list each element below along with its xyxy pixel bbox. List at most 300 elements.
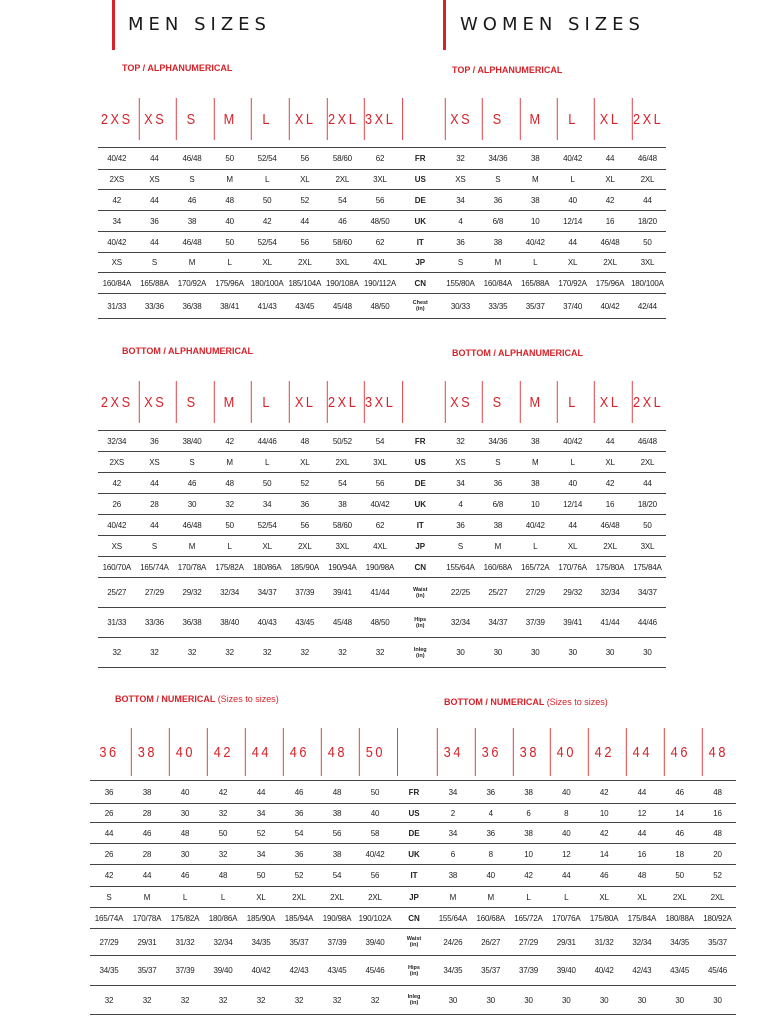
bottom_alpha-women-cell: 29/32 [563, 588, 583, 597]
bottom_num-men-cell: 30 [180, 808, 190, 818]
bottom_num-row-label: JP [409, 892, 419, 902]
bottom_num-women-cell: 46 [675, 828, 684, 838]
bottom_alpha-men-cell: 33/36 [144, 618, 164, 627]
top-men-header-cell: 2XS [100, 110, 133, 128]
bottom_num-women-cell: 48 [637, 871, 647, 880]
top-women-cell: L [533, 258, 538, 267]
bottom_alpha-men-cell: L [265, 457, 270, 467]
bottom_alpha-men-cell: 40/42 [107, 520, 127, 530]
top-women-cell: 34/36 [488, 154, 508, 163]
top-men-cell: 190/108A [326, 278, 359, 288]
bottom_alpha-men-cell: 32 [300, 648, 310, 657]
top-women-header-cell: XL [594, 98, 626, 140]
bottom_num-women-cell: 27/29 [518, 937, 538, 947]
bottom_num-men-cell: 34/35 [251, 937, 271, 947]
women-bottom-num-label [444, 697, 608, 707]
top-women-cell: 32 [456, 154, 465, 163]
bottom_alpha-men-cell: 46 [187, 478, 197, 488]
bottom_num-men-cell: 40 [370, 808, 380, 818]
bottom_num-women-header-cell: 38 [512, 728, 544, 776]
bottom_alpha-women-cell: 38 [493, 520, 503, 530]
top-men-cell: 180/100A [250, 278, 284, 288]
bottom_alpha-row-label: UK [414, 499, 427, 509]
bottom_num-men-cell: 175/82A [170, 913, 200, 923]
bottom_num-women-cell: 36 [486, 787, 495, 797]
bottom_num-men-cell: S [106, 892, 112, 902]
bottom_alpha-men-cell: 43/45 [295, 618, 315, 627]
top-men-cell: 44 [300, 216, 310, 226]
top-men-header-cell: M [214, 98, 246, 140]
top-men-cell: 52/54 [257, 237, 277, 247]
bottom_num-men-cell: 34 [256, 808, 266, 818]
top-women-cell: 38 [493, 237, 503, 247]
women-bottom-num-title: BOTTOM / NUMERICAL [444, 697, 545, 707]
bottom_alpha-men-cell: 39/41 [332, 588, 352, 597]
bottom_alpha-row-label: IT [416, 520, 424, 530]
bottom_num-men-cell: 40/42 [365, 849, 385, 859]
bottom_num-men-cell: 38 [332, 849, 342, 859]
top-men-cell: 46 [338, 216, 347, 226]
bottom_num-women-cell: 160/68A [476, 913, 505, 923]
bottom_num-men-cell: 42/43 [289, 966, 309, 975]
top-men-cell: 46/48 [182, 237, 202, 247]
bottom_alpha-men-cell: 50 [262, 478, 272, 488]
bottom_num-men-cell: 2XL [368, 892, 382, 902]
top-men-cell: 43/45 [295, 301, 315, 311]
top-men-cell: 50 [225, 237, 234, 247]
table-row [90, 844, 736, 865]
top-men-cell: 40 [225, 216, 234, 226]
top-men-cell: 41/43 [257, 301, 277, 311]
bottom_alpha-women-cell: 175/84A [633, 562, 662, 572]
bottom_alpha-women-cell: 40/42 [525, 520, 545, 530]
bottom_alpha-men-cell: 185/90A [290, 562, 319, 572]
bottom_alpha-women-cell: 38 [530, 436, 540, 446]
bottom_alpha-row-label: Waist (in) [413, 586, 428, 599]
top-women-header-cell: L [557, 98, 589, 140]
bottom_alpha-men-cell: 32 [225, 499, 234, 509]
table-row [98, 190, 666, 211]
bottom_num-men-cell: 37/39 [327, 937, 347, 947]
bottom_num-men-cell: 44 [256, 787, 266, 797]
bottom_alpha-men-cell: 44 [150, 478, 159, 488]
bottom_alpha-men-cell: 32 [187, 648, 197, 657]
top-women-cell: M [494, 258, 502, 267]
bottom_num-women-cell: M [487, 892, 494, 902]
top-men-cell: 58/60 [332, 237, 352, 247]
top-men-cell: 190/112A [363, 278, 396, 288]
bottom_alpha-men-cell: 45/48 [332, 618, 352, 627]
bottom_alpha-men-cell: 32 [375, 648, 385, 657]
bottom_alpha-men-cell: 41/44 [370, 588, 390, 597]
bottom_num-men-cell: 38 [332, 808, 342, 818]
bottom_num-men-cell: 45/46 [365, 966, 385, 975]
bottom_num-row-label: Inleg (in) [407, 994, 421, 1006]
bottom_num-women-cell: 175/84A [627, 913, 657, 923]
table-row [90, 865, 736, 887]
bottom_num-women-cell: 31/32 [594, 937, 614, 947]
table-row [90, 956, 736, 986]
bottom_num-women-cell: 175/80A [589, 913, 619, 923]
bottom_alpha-women-header-cell: L [557, 381, 589, 423]
table-row [98, 557, 666, 578]
top-men-cell: XS [149, 175, 160, 184]
bottom_num-women-cell: 43/45 [670, 966, 690, 975]
top-women-cell: 44 [643, 195, 652, 205]
bottom_num-women-cell: 48 [713, 828, 722, 838]
bottom_alpha-men-cell: 56 [300, 520, 310, 530]
bottom_num-men-header-cell: 50 [359, 728, 391, 776]
bottom_num-men-cell: 39/40 [365, 937, 385, 947]
bottom_num-women-cell: 16 [637, 849, 647, 859]
bottom_alpha-men-cell: XS [149, 457, 160, 467]
bottom_num-men-cell: 32 [294, 995, 304, 1005]
bottom_alpha-men-cell: 175/82A [215, 562, 244, 572]
bottom_num-men-cell: 38 [142, 787, 152, 797]
bottom_alpha-men-header-cell: 3XL [364, 381, 396, 423]
bottom_num-men-cell: 44 [142, 871, 152, 880]
bottom_alpha-women-cell: 30 [605, 648, 615, 657]
top-label-header-cell [402, 98, 439, 140]
table-row [98, 515, 666, 536]
top-women-cell: 6/8 [492, 216, 504, 226]
bottom_num-women-cell: 30 [599, 995, 609, 1005]
bottom_alpha-men-cell: 32 [338, 648, 347, 657]
bottom_alpha-women-cell: 16 [605, 499, 615, 509]
top-men-cell: 4XL [373, 258, 387, 267]
bottom_num-women-cell: 36 [486, 828, 495, 838]
bottom_alpha-women-cell: 10 [530, 499, 540, 509]
women-title: WOMEN SIZES [460, 14, 645, 35]
bottom_num-men-cell: 50 [218, 828, 228, 838]
bottom_num-men-header-cell: 40 [169, 728, 201, 776]
bottom_alpha-women-cell: M [531, 457, 539, 467]
bottom_alpha-women-cell: 4 [458, 499, 463, 509]
bottom_num-women-cell: L [564, 892, 569, 902]
bottom_alpha-women-cell: 38 [530, 478, 540, 488]
top-men-cell: L [227, 258, 232, 267]
bottom_num-men-cell: 48 [180, 828, 190, 838]
bottom_num-women-cell: 2 [450, 808, 456, 818]
bottom_num-women-header-cell: 44 [626, 728, 658, 776]
table-row [98, 494, 666, 515]
bottom_num-women-cell: 26/27 [481, 937, 501, 947]
bottom_num-men-cell: 190/98A [322, 913, 352, 923]
bottom_alpha-men-cell: 2XL [335, 457, 350, 467]
bottom_num-men-cell: 43/45 [327, 966, 347, 975]
bottom_alpha-women-cell: S [457, 541, 464, 551]
bottom_num-women-cell: 32/34 [632, 937, 652, 947]
top-men-header-cell: 2XL [326, 98, 358, 140]
bottom_num-women-cell: 8 [564, 808, 569, 818]
bottom_alpha-men-cell: XL [262, 541, 272, 551]
top-rows [98, 147, 666, 319]
bottom_num-women-cell: 4 [488, 808, 493, 818]
bottom_alpha-women-cell: 50 [643, 520, 652, 530]
top-row-label: Chest (in) [412, 300, 428, 312]
bottom_num-row-label: US [408, 808, 420, 818]
bottom_alpha-women-cell: 44 [568, 520, 577, 530]
bottom_num-women-cell: 30 [713, 995, 722, 1005]
bottom_alpha-men-cell: 44/46 [257, 436, 277, 446]
bottom_alpha-women-cell: 155/64A [446, 562, 475, 572]
top-women-header-cell: XS [445, 98, 477, 140]
bottom_num-women-cell: 6 [450, 849, 456, 859]
bottom_num-men-header-cell: 38 [131, 728, 163, 776]
top-men-cell: 36/38 [182, 301, 202, 311]
table-row [98, 148, 666, 170]
bottom_num-row-label: UK [408, 849, 420, 859]
bottom_alpha-women-cell: 44 [643, 478, 652, 488]
top-men-cell: 52/54 [257, 154, 277, 163]
bottom_alpha-men-cell: 34/37 [257, 588, 277, 597]
top-women-cell: 155/80A [446, 278, 475, 288]
bottom_alpha-row-label: US [414, 457, 426, 467]
bottom_alpha-men-cell: 48 [225, 478, 234, 488]
bottom_alpha-men-cell: 42 [225, 436, 234, 446]
bottom_alpha-men-cell: 40/42 [370, 499, 390, 509]
top-men-cell: 40/42 [107, 154, 127, 163]
bottom_num-women-cell: 30 [486, 995, 495, 1005]
bottom_alpha-men-cell: 40/43 [257, 618, 277, 627]
bottom_alpha-men-cell: 52/54 [257, 520, 277, 530]
bottom_num-men-cell: 35/37 [289, 937, 309, 947]
bottom_alpha-men-cell: 4XL [373, 541, 387, 551]
bottom_alpha-women-cell: 34/37 [637, 588, 657, 597]
bottom_num-women-cell: 18 [675, 849, 684, 859]
bottom_num-men-cell: 32 [180, 995, 190, 1005]
top-women-cell: 2XL [603, 258, 617, 267]
bottom_num-men-cell: 34 [256, 849, 266, 859]
bottom_num-women-cell: 37/39 [518, 966, 538, 975]
bottom_alpha-row-label: Hips (in) [414, 616, 427, 629]
bottom_num-men-cell: 185/90A [246, 913, 276, 923]
bottom_num-women-cell: 180/92A [703, 913, 732, 923]
bottom_alpha-header-row [98, 381, 666, 423]
top-men-cell: 44 [150, 154, 159, 163]
bottom_alpha-men-cell: 50/52 [332, 436, 352, 446]
bottom_alpha-women-header-cell: M [519, 381, 551, 423]
bottom_num-women-cell: 52 [713, 871, 722, 880]
bottom_alpha-men-cell: 31/33 [107, 618, 127, 627]
bottom_num-women-cell: 42 [599, 787, 609, 797]
bottom_num-women-header-cell: 46 [664, 728, 696, 776]
top-men-cell: 44 [150, 195, 159, 205]
bottom_num-women-cell: 40 [562, 828, 571, 838]
bottom_alpha-women-cell: 39/41 [563, 618, 583, 627]
bottom_alpha-men-cell: 44 [150, 520, 159, 530]
bottom_alpha-women-cell: 160/68A [483, 562, 513, 572]
bottom_num-men-cell: 54 [332, 871, 342, 880]
bottom_num-women-cell: 38 [524, 787, 533, 797]
bottom_num-women-cell: 40 [562, 787, 571, 797]
top-women-cell: 170/92A [558, 278, 587, 288]
bottom_alpha-men-cell: S [189, 457, 195, 467]
women-title-bar [443, 0, 446, 50]
bottom_alpha-women-cell: 2XL [603, 541, 617, 551]
women-top-label: TOP / ALPHANUMERICAL [452, 65, 563, 75]
bottom_num-men-cell: 32 [104, 995, 114, 1005]
top-men-cell: 170/92A [177, 278, 207, 288]
bottom_num-women-header-cell: 40 [550, 728, 582, 776]
bottom_num-men-cell: 30 [180, 849, 190, 859]
top-men-cell: 3XL [373, 175, 387, 184]
bottom_num-men-header-cell: 46 [283, 728, 315, 776]
top-women-cell: M [531, 175, 539, 184]
bottom_alpha-men-cell: 36 [300, 499, 310, 509]
top-women-cell: 12/14 [563, 216, 583, 226]
top-row-label: IT [416, 237, 424, 247]
top-men-cell: 42 [112, 195, 122, 205]
bottom_num-women-cell: 30 [524, 995, 533, 1005]
top-women-header-cell: S [482, 98, 514, 140]
bottom_num-women-cell: 38 [448, 871, 458, 880]
table-row [90, 986, 736, 1015]
bottom_alpha-women-cell: 42 [605, 478, 615, 488]
bottom_num-women-cell: 30 [637, 995, 647, 1005]
bottom_alpha-women-cell: M [494, 541, 502, 551]
bottom_alpha-women-cell: L [533, 541, 538, 551]
bottom_num-women-header-cell: 48 [701, 728, 733, 776]
bottom_alpha-women-cell: 46/48 [637, 436, 657, 446]
bottom_num-men-header-cell: 44 [245, 728, 277, 776]
top-men-cell: 46/48 [182, 154, 202, 163]
men-bottom-num-title: BOTTOM / NUMERICAL [115, 694, 216, 704]
bottom_num-men-cell: 54 [294, 828, 304, 838]
top-men-cell: 48 [225, 195, 234, 205]
bottom_alpha-women-header-cell: XL [594, 381, 626, 423]
bottom_alpha-women-cell: 32/34 [450, 618, 470, 627]
bottom_alpha-men-header-cell: M [214, 381, 246, 423]
bottom_alpha-men-cell: 190/94A [328, 562, 357, 572]
top-men-cell: 56 [375, 195, 385, 205]
bottom_num-women-cell: 34/35 [670, 937, 690, 947]
bottom_alpha-women-cell: L [570, 457, 575, 467]
table-row [98, 232, 666, 253]
bottom_alpha-women-cell: 34/36 [488, 436, 508, 446]
bottom_num-women-cell: 35/37 [707, 937, 727, 947]
top-women-cell: 180/100A [631, 278, 664, 288]
bottom_alpha-men-cell: 2XL [297, 541, 312, 551]
bottom_alpha-men-cell: 48 [300, 436, 310, 446]
top-women-cell: 46/48 [637, 154, 657, 163]
bottom_alpha-men-cell: 27/29 [144, 588, 164, 597]
top-women-cell: 50 [643, 237, 652, 247]
bottom_alpha-women-cell: 44 [605, 436, 615, 446]
bottom_alpha-women-cell: 32/34 [600, 588, 620, 597]
bottom_alpha-women-cell: 36 [493, 478, 503, 488]
bottom_num-header-row [90, 728, 736, 776]
bottom_alpha-women-cell: 30 [456, 648, 465, 657]
top-women-cell: 40/42 [525, 237, 545, 247]
bottom_num-men-cell: 165/74A [94, 913, 124, 923]
top-header-row [98, 98, 666, 140]
table-row [98, 608, 666, 638]
bottom_num-women-cell: 42 [524, 871, 533, 880]
bottom_num-women-cell: 50 [675, 871, 684, 880]
top-women-cell: 37/40 [563, 301, 583, 311]
bottom_alpha-men-cell: 3XL [373, 457, 387, 467]
men-bottom-num-label [115, 694, 279, 704]
men-top-label: TOP / ALPHANUMERICAL [122, 63, 233, 73]
top-men-cell: 185/104A [288, 278, 322, 288]
bottom_num-men-cell: 44 [104, 828, 114, 838]
bottom_num-women-cell: 34/35 [443, 966, 463, 975]
bottom_num-row-label: FR [408, 787, 420, 797]
bottom_alpha-men-cell: 29/32 [182, 588, 202, 597]
top-men-cell: 45/48 [332, 301, 352, 311]
top-men-cell: 165/88A [140, 278, 169, 288]
bottom_alpha-men-cell: 32 [262, 648, 272, 657]
top-men-cell: 36 [150, 216, 159, 226]
women-bottom-alpha-label: BOTTOM / ALPHANUMERICAL [452, 348, 583, 358]
bottom_num-men-cell: 52 [256, 828, 266, 838]
bottom_alpha-men-cell: 3XL [335, 541, 350, 551]
bottom_alpha-men-cell: 32 [225, 648, 234, 657]
top-women-cell: XL [567, 258, 578, 267]
top-women-cell: 35/37 [525, 301, 545, 311]
top-men-header-cell: 3XL [364, 98, 396, 140]
bottom_num-men-cell: 42 [104, 871, 114, 880]
top-women-cell: 36 [456, 237, 465, 247]
bottom_alpha-men-header-cell: 2XL [326, 381, 358, 423]
top-women-header-cell: 2XL [632, 98, 664, 140]
table-row [98, 473, 666, 494]
top-men-cell: 2XL [297, 258, 312, 267]
bottom_alpha-men-cell: M [226, 457, 233, 467]
bottom_alpha-women-cell: XL [605, 457, 615, 467]
bottom_alpha-men-cell: 32 [112, 648, 122, 657]
bottom_alpha-men-header-cell: 2XS [100, 393, 133, 411]
top-row-label: DE [414, 195, 426, 205]
bottom_num-women-cell: 42/43 [632, 966, 652, 975]
table-row [98, 253, 666, 273]
men-title-bar [112, 0, 115, 50]
top-men-cell: 175/96A [215, 278, 244, 288]
bottom_alpha-men-cell: 36/38 [182, 618, 202, 627]
bottom_alpha-women-cell: 44/46 [637, 618, 657, 627]
top-men-cell: 38 [187, 216, 197, 226]
bottom_num-men-cell: 40 [180, 787, 190, 797]
bottom_num-women-cell: 42 [599, 828, 609, 838]
bottom_num-women-cell: 34 [448, 828, 458, 838]
top-men-header-cell: L [251, 98, 283, 140]
bottom_alpha-men-cell: 52 [300, 478, 310, 488]
bottom_alpha-rows [98, 430, 666, 668]
bottom_num-row-label: Hips (in) [408, 964, 420, 977]
bottom_num-row-label: Waist (in) [406, 936, 422, 948]
bottom_num-men-header-cell: 36 [99, 743, 119, 761]
bottom_num-men-cell: 28 [142, 849, 152, 859]
top-women-cell: 10 [530, 216, 540, 226]
bottom_num-row-label: CN [408, 913, 420, 923]
bottom_alpha-women-cell: 30 [643, 648, 652, 657]
bottom_alpha-men-cell: 180/86A [252, 562, 282, 572]
top-women-cell: 30/33 [450, 301, 470, 311]
bottom_num-men-cell: XL [256, 892, 266, 902]
bottom_alpha-men-cell: 36 [150, 436, 159, 446]
table-row [90, 781, 736, 804]
top-women-cell: S [495, 175, 501, 184]
bottom_num-men-cell: 27/29 [99, 937, 119, 947]
table-row [98, 638, 666, 668]
bottom_alpha-women-cell: 2XL [640, 457, 655, 467]
bottom_num-women-cell: 30 [562, 995, 571, 1005]
top-men-cell: L [265, 175, 270, 184]
top-women-cell: 38 [530, 195, 540, 205]
bottom_num-men-header-cell: 48 [321, 728, 353, 776]
bottom_alpha-men-cell: 2XS [109, 457, 125, 467]
